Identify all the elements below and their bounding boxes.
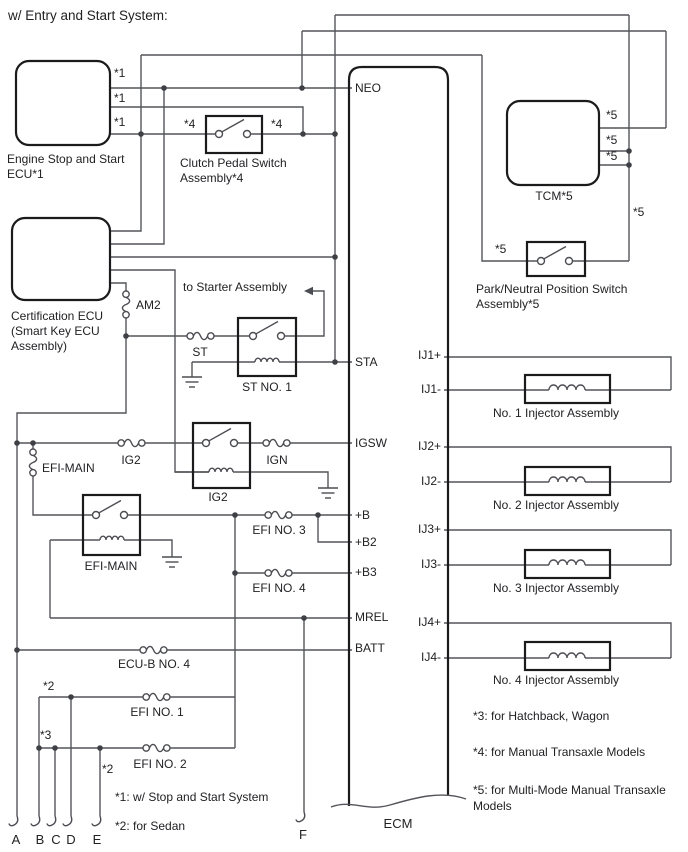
marker-star5-d: *5	[633, 205, 645, 219]
fuse-ecu-b-no4-label: ECU-B NO. 4	[117, 657, 191, 671]
certification-ecu-label-2: (Smart Key ECU	[11, 324, 100, 338]
wire-connector-verticals	[39, 697, 100, 816]
injector1-label: No. 1 Injector Assembly	[492, 406, 620, 420]
fuse-ig2-icon	[118, 439, 145, 446]
fuse-st-label: ST	[192, 345, 208, 359]
note-star4: *4: for Manual Transaxle Models	[473, 745, 646, 759]
certification-ecu-label-1: Certification ECU	[11, 309, 104, 323]
marker-star5-c: *5	[606, 149, 618, 163]
ecm-pin-b3: +B3	[355, 565, 377, 579]
wire-injector2	[444, 447, 671, 482]
marker-star5-a: *5	[606, 108, 618, 122]
fuse-efi-no1-label: EFI NO. 1	[130, 705, 184, 719]
wire-mrel-row	[50, 540, 352, 618]
st-relay-switch-icon	[250, 322, 285, 340]
marker-star3-a: *3	[40, 728, 52, 742]
engine-stop-ecu-box	[16, 61, 110, 145]
certification-ecu-box	[12, 218, 110, 300]
ecm-pin-ij3m: IJ3-	[420, 557, 441, 571]
fuse-ecu-b-no4-icon	[140, 646, 167, 653]
marker-star1-a: *1	[114, 66, 126, 80]
ecm-pin-mrel: MREL	[355, 610, 389, 624]
fuse-efi-no4-label: EFI NO. 4	[252, 581, 306, 595]
ig2-relay-coil-icon	[209, 468, 233, 472]
injector1-coil-icon	[549, 385, 585, 390]
ecm-pin-ij4m: IJ4-	[420, 650, 441, 664]
connector-break-icon-d	[63, 816, 72, 826]
st-relay-coil-icon	[255, 358, 279, 362]
starter-arrow-icon	[304, 287, 313, 295]
wire-injector4	[444, 623, 671, 658]
ecm-pin-ij3p: IJ3+	[417, 522, 441, 536]
connector-f-label: F	[299, 827, 307, 842]
ig2-relay-switch-icon	[203, 429, 238, 447]
connector-d-label: D	[66, 832, 76, 847]
engine-stop-ecu-label-2: ECU*1	[7, 167, 44, 181]
fuse-am2-label: AM2	[136, 298, 161, 312]
wire-st-coil	[192, 362, 352, 377]
fuse-ig2-label: IG2	[121, 453, 141, 467]
ground-icon-ig2	[318, 488, 338, 498]
ecm-break-wave-icon	[331, 795, 466, 807]
park-neutral-label-2: Assembly*5	[476, 297, 540, 311]
ig2-relay-box	[193, 423, 250, 488]
fuse-ign-icon	[263, 439, 290, 446]
wire-starter-arrow	[285, 291, 325, 336]
note-star5-line1: *5: for Multi-Mode Manual Transaxle	[473, 783, 666, 797]
st-relay-label: ST NO. 1	[242, 380, 292, 394]
injector2-label: No. 2 Injector Assembly	[492, 498, 620, 512]
marker-star1-c: *1	[114, 115, 126, 129]
clutch-switch-icon	[216, 120, 251, 138]
certification-ecu-label-3: Assembly)	[11, 339, 68, 353]
note-star5-line2: Models	[473, 799, 512, 813]
connector-break-icon-c	[47, 816, 56, 826]
ground-icon-st	[182, 377, 202, 387]
ecm-pin-neo: NEO	[355, 81, 382, 95]
ecm-pin-ij1m: IJ1-	[420, 382, 441, 396]
injector3-label: No. 3 Injector Assembly	[492, 581, 620, 595]
wire-cert-out2	[110, 88, 164, 244]
fuse-efi-no3-label: EFI NO. 3	[252, 523, 306, 537]
fuse-ign-label: IGN	[266, 453, 288, 467]
fuse-efi-no2-icon	[143, 744, 170, 751]
ecm-pin-b2: +B2	[355, 535, 377, 549]
marker-star2-a: *2	[43, 679, 55, 693]
injector3-coil-icon	[549, 560, 585, 565]
note-star2: *2: for Sedan	[115, 819, 186, 833]
fuse-efi-no1-icon	[143, 693, 170, 700]
connector-break-icon-b	[31, 816, 40, 826]
connector-e-label: E	[92, 832, 102, 847]
ecm-pin-sta: STA	[355, 355, 378, 369]
park-neutral-switch-icon	[538, 247, 573, 265]
wire-ig2-coil	[175, 472, 328, 488]
ecm-label: ECM	[383, 816, 413, 831]
ecm-pin-b: +B	[355, 508, 371, 522]
engine-stop-ecu-label-1: Engine Stop and Start	[7, 152, 125, 166]
note-star3: *3: for Hatchback, Wagon	[473, 709, 610, 723]
ecm-pin-ij2p: IJ2+	[417, 439, 441, 453]
marker-star4-left: *4	[184, 117, 196, 131]
fuse-efi-no2-label: EFI NO. 2	[133, 757, 187, 771]
page-title: w/ Entry and Start System:	[8, 8, 168, 23]
wire-injector3	[444, 530, 671, 565]
fuse-efi-no3-icon	[265, 511, 292, 518]
ecm-pin-igsw: IGSW	[355, 436, 387, 450]
to-starter-label: to Starter Assembly	[183, 280, 288, 294]
connector-c-label: C	[51, 832, 61, 847]
connector-a-label: A	[11, 832, 21, 847]
ecm-pin-ij4p: IJ4+	[417, 615, 441, 629]
fuse-am2-icon	[122, 291, 129, 318]
clutch-switch-label-1: Clutch Pedal Switch	[180, 156, 287, 170]
injector4-label: No. 4 Injector Assembly	[492, 673, 620, 687]
fuse-efi-main-label: EFI-MAIN	[42, 461, 95, 475]
efi-main-relay-label: EFI-MAIN	[84, 559, 138, 573]
wire-injector1	[444, 357, 671, 390]
tcm-box	[507, 101, 599, 185]
efi-main-relay-coil-icon	[100, 536, 124, 540]
injector4-coil-icon	[549, 653, 585, 658]
injector2-coil-icon	[549, 477, 585, 482]
marker-star5-e: *5	[495, 242, 507, 256]
clutch-switch-label-2: Assembly*4	[180, 171, 244, 185]
fuse-efi-no4-icon	[265, 569, 292, 576]
wire-b2-branch	[318, 515, 352, 542]
ecm-pin-ij1p: IJ1+	[417, 348, 441, 362]
connector-b-label: B	[35, 832, 45, 847]
ecm-pin-batt: BATT	[355, 641, 385, 655]
st-relay-box	[238, 318, 296, 376]
marker-star5-b: *5	[606, 133, 618, 147]
fuse-efi-main-icon	[29, 449, 36, 476]
connector-break-icon-a	[9, 816, 18, 826]
fuse-st-icon	[187, 332, 214, 339]
wire-cert-out1	[110, 55, 141, 231]
park-neutral-switch-box	[527, 242, 585, 276]
marker-star4-right: *4	[271, 117, 283, 131]
ig2-relay-label: IG2	[208, 490, 228, 504]
note-star1: *1: w/ Stop and Start System	[115, 790, 269, 804]
ecm-pin-ij2m: IJ2-	[420, 474, 441, 488]
ground-icon-efi-main	[162, 557, 182, 567]
efi-main-relay-switch-icon	[93, 501, 128, 519]
marker-star1-b: *1	[114, 91, 126, 105]
connector-break-icon-f	[296, 812, 305, 822]
park-neutral-label-1: Park/Neutral Position Switch	[476, 282, 628, 296]
efi-main-relay-box	[83, 495, 140, 555]
connector-break-icon-e	[92, 816, 101, 826]
tcm-label: TCM*5	[535, 189, 573, 203]
marker-star2-b: *2	[102, 762, 114, 776]
